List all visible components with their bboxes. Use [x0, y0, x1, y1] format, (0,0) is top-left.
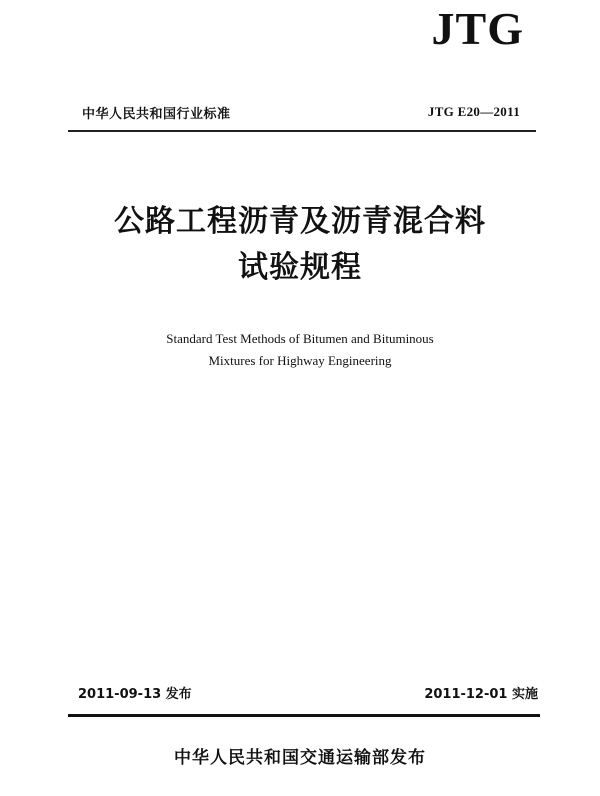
document-title-zh [0, 199, 600, 291]
issue-date: 2011-09-13 发布 [78, 687, 192, 702]
footer-divider [68, 714, 540, 717]
publisher: 中华人民共和国交通运输部发布 [174, 748, 426, 768]
header-divider [68, 130, 536, 132]
implementation-date: 2011-12-01 实施 [424, 687, 538, 702]
title-en-line-2: Mixtures for Highway Engineering [208, 353, 392, 368]
title-en-line-1: Standard Test Methods of Bitumen and Bituminous [166, 331, 434, 346]
title-zh-line-1: 公路工程沥青及沥青混合料 [114, 204, 486, 239]
jtg-logo: JTG [431, 3, 524, 54]
document-title-en [0, 328, 600, 372]
title-zh-line-2: 试验规程 [238, 250, 362, 285]
standard-category: 中华人民共和国行业标准 [82, 107, 231, 122]
standard-code: JTG E20—2011 [427, 104, 520, 119]
